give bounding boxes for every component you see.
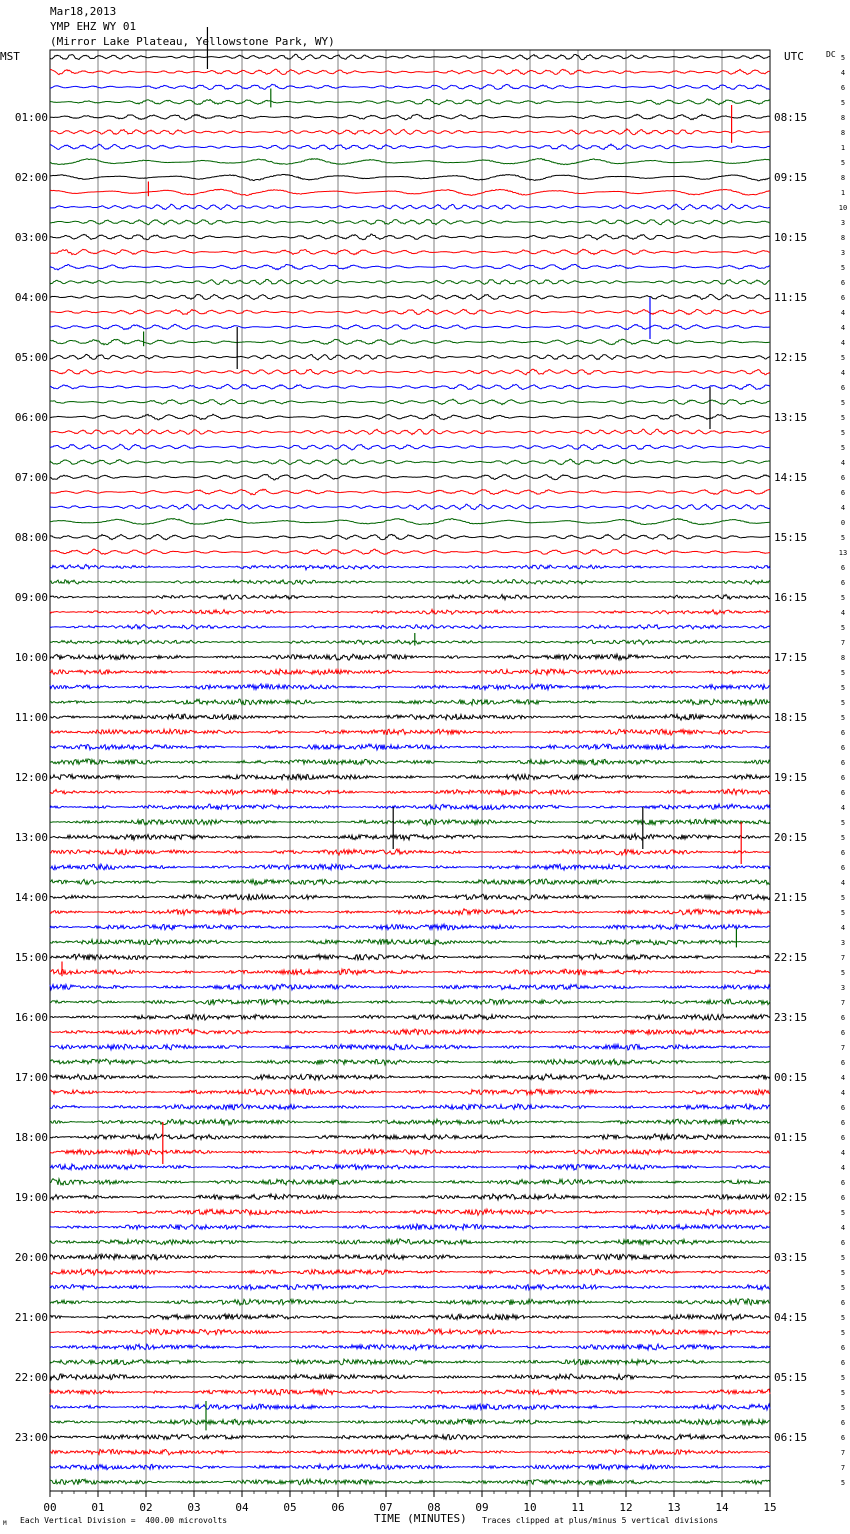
dc-offset-label: 6 bbox=[840, 1194, 846, 1202]
dc-offset-label: 6 bbox=[840, 1179, 846, 1187]
seismic-trace bbox=[50, 1479, 770, 1485]
dc-offset-label: 0 bbox=[840, 519, 846, 527]
seismic-trace bbox=[50, 744, 770, 750]
right-hour-label: 13:15 bbox=[774, 411, 808, 424]
seismic-trace bbox=[50, 294, 770, 299]
dc-offset-label: 5 bbox=[840, 699, 846, 707]
scale-note: Each Vertical Division = 400.00 microvolts bbox=[20, 1516, 228, 1525]
dc-offset-label: 6 bbox=[840, 1134, 846, 1142]
dc-offset-label: 1 bbox=[840, 189, 846, 197]
dc-offset-label: 3 bbox=[840, 939, 846, 947]
x-tick-label: 14 bbox=[715, 1501, 729, 1514]
dc-offset-label: 5 bbox=[840, 819, 846, 827]
dc-offset-label: 7 bbox=[840, 999, 846, 1007]
dc-offset-label: 6 bbox=[840, 864, 846, 872]
dc-offset-label: 6 bbox=[840, 579, 846, 587]
dc-offset-label: 6 bbox=[840, 759, 846, 767]
seismic-trace bbox=[50, 309, 770, 314]
dc-offset-label: 4 bbox=[840, 1164, 846, 1172]
x-tick-label: 05 bbox=[283, 1501, 297, 1514]
seismic-trace bbox=[50, 1164, 770, 1170]
seismic-trace bbox=[50, 220, 770, 225]
dc-offset-label: 6 bbox=[840, 1104, 846, 1112]
x-tick-label: 12 bbox=[619, 1501, 633, 1514]
left-hour-label: 06:00 bbox=[14, 411, 48, 424]
dc-offset-label: 6 bbox=[840, 1014, 846, 1022]
right-hour-label: 05:15 bbox=[774, 1371, 808, 1384]
plot-location: (Mirror Lake Plateau, Yellowstone Park, WY) bbox=[50, 35, 335, 48]
dc-offset-label: 4 bbox=[840, 504, 846, 512]
trace-group bbox=[50, 27, 770, 1485]
right-hour-label: 21:15 bbox=[774, 891, 808, 904]
seismic-trace bbox=[50, 669, 770, 675]
seismic-trace bbox=[50, 699, 770, 705]
x-tick-label: 13 bbox=[667, 1501, 681, 1514]
dc-offset-label: 5 bbox=[840, 1329, 846, 1337]
x-tick-label: 09 bbox=[475, 1501, 489, 1514]
seismic-trace bbox=[50, 969, 770, 975]
seismic-trace bbox=[50, 714, 770, 720]
left-hour-label: 12:00 bbox=[14, 771, 48, 784]
seismic-trace bbox=[50, 1404, 770, 1410]
seismic-trace bbox=[50, 1059, 770, 1065]
dc-offset-label: 5 bbox=[840, 624, 846, 632]
right-hour-label: 04:15 bbox=[774, 1311, 808, 1324]
dc-offset-label: 4 bbox=[840, 804, 846, 812]
plot-date: Mar18,2013 bbox=[50, 5, 117, 18]
dc-offset-label: 5 bbox=[840, 1209, 846, 1217]
seismic-trace bbox=[50, 1374, 770, 1380]
dc-offset-label: 5 bbox=[840, 834, 846, 842]
seismic-trace bbox=[50, 414, 770, 420]
dc-offset-label: 4 bbox=[840, 324, 846, 332]
dc-offset-label: 7 bbox=[840, 1464, 846, 1472]
seismic-trace bbox=[50, 159, 770, 165]
left-hour-label: 05:00 bbox=[14, 351, 48, 364]
seismic-trace bbox=[50, 339, 770, 345]
dc-offset-label: 5 bbox=[840, 429, 846, 437]
dc-offset-label: 5 bbox=[840, 159, 846, 167]
seismic-trace bbox=[50, 819, 770, 825]
dc-offset-label: 6 bbox=[840, 1299, 846, 1307]
dc-offset-label: 4 bbox=[840, 1224, 846, 1232]
right-hour-label: 01:15 bbox=[774, 1131, 808, 1144]
dc-offset-label: 7 bbox=[840, 1449, 846, 1457]
left-hour-label: 21:00 bbox=[14, 1311, 48, 1324]
seismic-trace bbox=[50, 234, 770, 240]
right-hour-label: 02:15 bbox=[774, 1191, 808, 1204]
dc-offset-label: 6 bbox=[840, 1119, 846, 1127]
dc-offset-label: 7 bbox=[840, 1044, 846, 1052]
seismic-trace bbox=[50, 1149, 770, 1155]
right-hour-label: 18:15 bbox=[774, 711, 808, 724]
seismic-trace bbox=[50, 1464, 770, 1470]
left-hour-label: 11:00 bbox=[14, 711, 48, 724]
clip-note: Traces clipped at plus/minus 5 vertical divisions bbox=[482, 1516, 719, 1525]
dc-offset-label: 5 bbox=[840, 594, 846, 602]
dc-offset-label: 6 bbox=[840, 489, 846, 497]
dc-offset-label: 6 bbox=[840, 1029, 846, 1037]
seismic-trace bbox=[50, 834, 770, 840]
seismic-trace bbox=[50, 1254, 770, 1260]
seismic-trace bbox=[50, 444, 770, 450]
dc-offset-label: 5 bbox=[840, 414, 846, 422]
x-tick-label: 02 bbox=[139, 1501, 153, 1514]
seismic-trace bbox=[50, 595, 770, 600]
dc-offset-label: 3 bbox=[840, 249, 846, 257]
seismic-trace bbox=[50, 1269, 770, 1275]
x-tick-label: 15 bbox=[763, 1501, 777, 1514]
dc-offset-label: 6 bbox=[840, 384, 846, 392]
seismic-trace bbox=[50, 1074, 770, 1080]
right-hour-label: 14:15 bbox=[774, 471, 808, 484]
seismic-trace bbox=[50, 1029, 770, 1035]
dc-offset-label: 5 bbox=[840, 444, 846, 452]
dc-offset-label: 5 bbox=[840, 1269, 846, 1277]
dc-offset-label: 4 bbox=[840, 309, 846, 317]
dc-offset-label: 7 bbox=[840, 639, 846, 647]
dc-offset-label: 8 bbox=[840, 654, 846, 662]
left-hour-label: 08:00 bbox=[14, 531, 48, 544]
dc-offset-label: 8 bbox=[840, 129, 846, 137]
dc-offset-label: 6 bbox=[840, 774, 846, 782]
seismic-trace bbox=[50, 1224, 770, 1230]
dc-offset-label: 4 bbox=[840, 69, 846, 77]
seismic-trace bbox=[50, 864, 770, 870]
seismic-trace bbox=[50, 474, 770, 480]
seismic-trace bbox=[50, 1389, 770, 1395]
left-timezone-label: MST bbox=[0, 50, 20, 63]
x-tick-label: 00 bbox=[43, 1501, 57, 1514]
left-hour-label: 10:00 bbox=[14, 651, 48, 664]
dc-offset-label: 6 bbox=[840, 474, 846, 482]
seismic-trace bbox=[50, 279, 770, 284]
seismic-trace bbox=[50, 999, 770, 1005]
right-hour-label: 11:15 bbox=[774, 291, 808, 304]
dc-offset-label: 4 bbox=[840, 1074, 846, 1082]
dc-offset-label: 4 bbox=[840, 1089, 846, 1097]
dc-offset-label: 6 bbox=[840, 1344, 846, 1352]
seismic-trace bbox=[50, 640, 770, 645]
right-hour-label: 06:15 bbox=[774, 1431, 808, 1444]
seismic-trace bbox=[50, 1239, 770, 1245]
right-hour-label: 19:15 bbox=[774, 771, 808, 784]
dc-offset-label: 5 bbox=[840, 54, 846, 62]
dc-offset-label: 7 bbox=[840, 954, 846, 962]
dc-offset-label: 6 bbox=[840, 729, 846, 737]
dc-offset-label: 10 bbox=[838, 204, 848, 212]
dc-offset-label: 5 bbox=[840, 264, 846, 272]
seismic-trace bbox=[50, 549, 770, 554]
dc-offset-label: 5 bbox=[840, 354, 846, 362]
dc-offset-label: 5 bbox=[840, 534, 846, 542]
dc-offset-label: 8 bbox=[840, 234, 846, 242]
x-tick-label: 10 bbox=[523, 1501, 537, 1514]
right-hour-label: 17:15 bbox=[774, 651, 808, 664]
dc-offset-label: 13 bbox=[838, 549, 848, 557]
axis-labels bbox=[15, 54, 847, 1514]
seismic-trace bbox=[50, 1434, 770, 1439]
right-timezone-label: UTC bbox=[784, 50, 804, 63]
left-hour-label: 07:00 bbox=[14, 471, 48, 484]
dc-offset-label: 4 bbox=[840, 879, 846, 887]
dc-offset-label: 6 bbox=[840, 744, 846, 752]
seismic-trace bbox=[50, 894, 770, 900]
seismic-trace bbox=[50, 84, 770, 89]
left-hour-label: 02:00 bbox=[14, 171, 48, 184]
dc-offset-label: 4 bbox=[840, 339, 846, 347]
x-tick-label: 03 bbox=[187, 1501, 201, 1514]
seismic-trace bbox=[50, 114, 770, 120]
right-hour-label: 15:15 bbox=[774, 531, 808, 544]
dc-offset-label: 3 bbox=[840, 984, 846, 992]
dc-offset-label: 3 bbox=[840, 219, 846, 227]
seismic-trace bbox=[50, 1194, 770, 1200]
dc-offset-label: 6 bbox=[840, 1239, 846, 1247]
left-hour-label: 20:00 bbox=[14, 1251, 48, 1264]
seismic-trace bbox=[50, 534, 770, 539]
dc-offset-label: 6 bbox=[840, 789, 846, 797]
seismic-trace bbox=[50, 518, 770, 524]
seismic-trace bbox=[50, 954, 770, 960]
seismic-trace bbox=[50, 504, 770, 510]
dc-offset-label: 6 bbox=[840, 294, 846, 302]
seismic-trace bbox=[50, 1314, 770, 1320]
dc-offset-label: 5 bbox=[840, 1404, 846, 1412]
seismic-trace bbox=[50, 1014, 770, 1020]
dc-offset-label: 6 bbox=[840, 84, 846, 92]
seismic-trace bbox=[50, 384, 770, 389]
seismic-trace bbox=[50, 804, 770, 810]
seismic-trace bbox=[50, 1299, 770, 1305]
seismic-trace bbox=[50, 759, 770, 765]
right-hour-label: 03:15 bbox=[774, 1251, 808, 1264]
left-hour-label: 13:00 bbox=[14, 831, 48, 844]
left-hour-label: 22:00 bbox=[14, 1371, 48, 1384]
right-hour-label: 23:15 bbox=[774, 1011, 808, 1024]
dc-offset-label: 5 bbox=[840, 99, 846, 107]
seismic-trace bbox=[50, 625, 770, 630]
right-hour-label: 16:15 bbox=[774, 591, 808, 604]
left-hour-label: 03:00 bbox=[14, 231, 48, 244]
seismic-trace bbox=[50, 984, 770, 990]
dc-offset-label: 5 bbox=[840, 714, 846, 722]
left-hour-label: 18:00 bbox=[14, 1131, 48, 1144]
seismic-trace bbox=[50, 1329, 770, 1335]
dc-offset-label: 5 bbox=[840, 1479, 846, 1487]
seismic-trace bbox=[50, 1344, 770, 1350]
seismic-trace bbox=[50, 1119, 770, 1125]
right-hour-label: 09:15 bbox=[774, 171, 808, 184]
dc-offset-label: 5 bbox=[840, 1374, 846, 1382]
x-tick-label: 07 bbox=[379, 1501, 393, 1514]
dc-offset-label: 4 bbox=[840, 459, 846, 467]
seismic-trace bbox=[50, 264, 770, 269]
seismic-trace bbox=[50, 1179, 770, 1185]
dc-offset-label: 5 bbox=[840, 1314, 846, 1322]
left-hour-label: 17:00 bbox=[14, 1071, 48, 1084]
seismic-trace bbox=[50, 399, 770, 405]
corner-mark: M bbox=[3, 1520, 7, 1527]
x-tick-label: 01 bbox=[91, 1501, 105, 1514]
seismic-trace bbox=[50, 354, 770, 360]
seismic-trace bbox=[50, 69, 770, 74]
dc-offset-label: 6 bbox=[840, 1059, 846, 1067]
seismic-trace bbox=[50, 789, 770, 795]
right-hour-label: 12:15 bbox=[774, 351, 808, 364]
dc-offset-label: 4 bbox=[840, 924, 846, 932]
x-tick-label: 11 bbox=[571, 1501, 585, 1514]
right-hour-label: 00:15 bbox=[774, 1071, 808, 1084]
seismic-trace bbox=[50, 99, 770, 105]
dc-offset-label: 6 bbox=[840, 1419, 846, 1427]
dc-offset-label: 8 bbox=[840, 174, 846, 182]
seismic-trace bbox=[50, 369, 770, 375]
seismic-trace bbox=[50, 1134, 770, 1140]
seismic-trace bbox=[50, 1359, 770, 1365]
dc-offset-label: 5 bbox=[840, 399, 846, 407]
seismic-trace bbox=[50, 129, 770, 135]
dc-offset-label: 6 bbox=[840, 1359, 846, 1367]
seismic-trace bbox=[50, 939, 770, 945]
left-hour-label: 19:00 bbox=[14, 1191, 48, 1204]
dc-offset-label: 6 bbox=[840, 564, 846, 572]
seismic-trace bbox=[50, 1089, 770, 1095]
dc-offset-label: 5 bbox=[840, 1254, 846, 1262]
dc-offset-label: 6 bbox=[840, 1434, 846, 1442]
dc-offset-label: 5 bbox=[840, 1389, 846, 1397]
seismic-trace bbox=[50, 684, 770, 690]
dc-offset-label: 5 bbox=[840, 669, 846, 677]
seismic-trace bbox=[50, 249, 770, 255]
dc-offset-label: 6 bbox=[840, 279, 846, 287]
seismic-trace bbox=[50, 54, 770, 60]
left-hour-label: 16:00 bbox=[14, 1011, 48, 1024]
left-hour-label: 14:00 bbox=[14, 891, 48, 904]
right-hour-label: 08:15 bbox=[774, 111, 808, 124]
seismic-trace bbox=[50, 324, 770, 329]
seismic-trace bbox=[50, 174, 770, 180]
dc-offset-label: 5 bbox=[840, 684, 846, 692]
seismic-trace bbox=[50, 204, 770, 210]
seismic-trace bbox=[50, 909, 770, 915]
seismic-trace bbox=[50, 429, 770, 435]
x-axis-title: TIME (MINUTES) bbox=[374, 1512, 467, 1525]
seismic-trace bbox=[50, 729, 770, 735]
dc-offset-label: 4 bbox=[840, 609, 846, 617]
dc-offset-label: 6 bbox=[840, 849, 846, 857]
dc-offset-label: 1 bbox=[840, 144, 846, 152]
dc-offset-label: 5 bbox=[840, 909, 846, 917]
x-tick-label: 04 bbox=[235, 1501, 249, 1514]
seismic-trace bbox=[50, 774, 770, 780]
plot-station-title: YMP EHZ WY 01 bbox=[50, 20, 137, 33]
left-hour-label: 04:00 bbox=[14, 291, 48, 304]
seismic-trace bbox=[50, 580, 770, 585]
x-tick-label: 08 bbox=[427, 1501, 441, 1514]
dc-offset-label: 5 bbox=[840, 969, 846, 977]
seismic-trace bbox=[50, 189, 770, 195]
x-tick-label: 06 bbox=[331, 1501, 345, 1514]
right-hour-label: 22:15 bbox=[774, 951, 808, 964]
seismic-trace bbox=[50, 1209, 770, 1215]
dc-offset-label: 8 bbox=[840, 114, 846, 122]
dc-header-label: DC bbox=[826, 50, 836, 59]
left-hour-label: 15:00 bbox=[14, 951, 48, 964]
seismic-trace bbox=[50, 1104, 770, 1110]
seismic-trace bbox=[50, 1044, 770, 1050]
left-hour-label: 09:00 bbox=[14, 591, 48, 604]
seismic-trace bbox=[50, 1449, 770, 1455]
dc-offset-label: 4 bbox=[840, 369, 846, 377]
seismic-trace bbox=[50, 1419, 770, 1425]
left-hour-label: 23:00 bbox=[14, 1431, 48, 1444]
seismic-trace bbox=[50, 849, 770, 855]
seismic-trace bbox=[50, 1284, 770, 1289]
right-hour-label: 20:15 bbox=[774, 831, 808, 844]
seismic-trace bbox=[50, 564, 770, 569]
dc-offset-label: 5 bbox=[840, 894, 846, 902]
seismic-trace bbox=[50, 459, 770, 465]
seismic-trace bbox=[50, 924, 770, 930]
left-hour-label: 01:00 bbox=[14, 111, 48, 124]
dc-offset-label: 4 bbox=[840, 1149, 846, 1157]
seismic-trace bbox=[50, 879, 770, 885]
seismic-trace bbox=[50, 609, 770, 614]
seismic-trace bbox=[50, 489, 770, 495]
dc-offset-label: 5 bbox=[840, 1284, 846, 1292]
seismic-trace bbox=[50, 144, 770, 149]
right-hour-label: 10:15 bbox=[774, 231, 808, 244]
seismic-trace bbox=[50, 654, 770, 660]
